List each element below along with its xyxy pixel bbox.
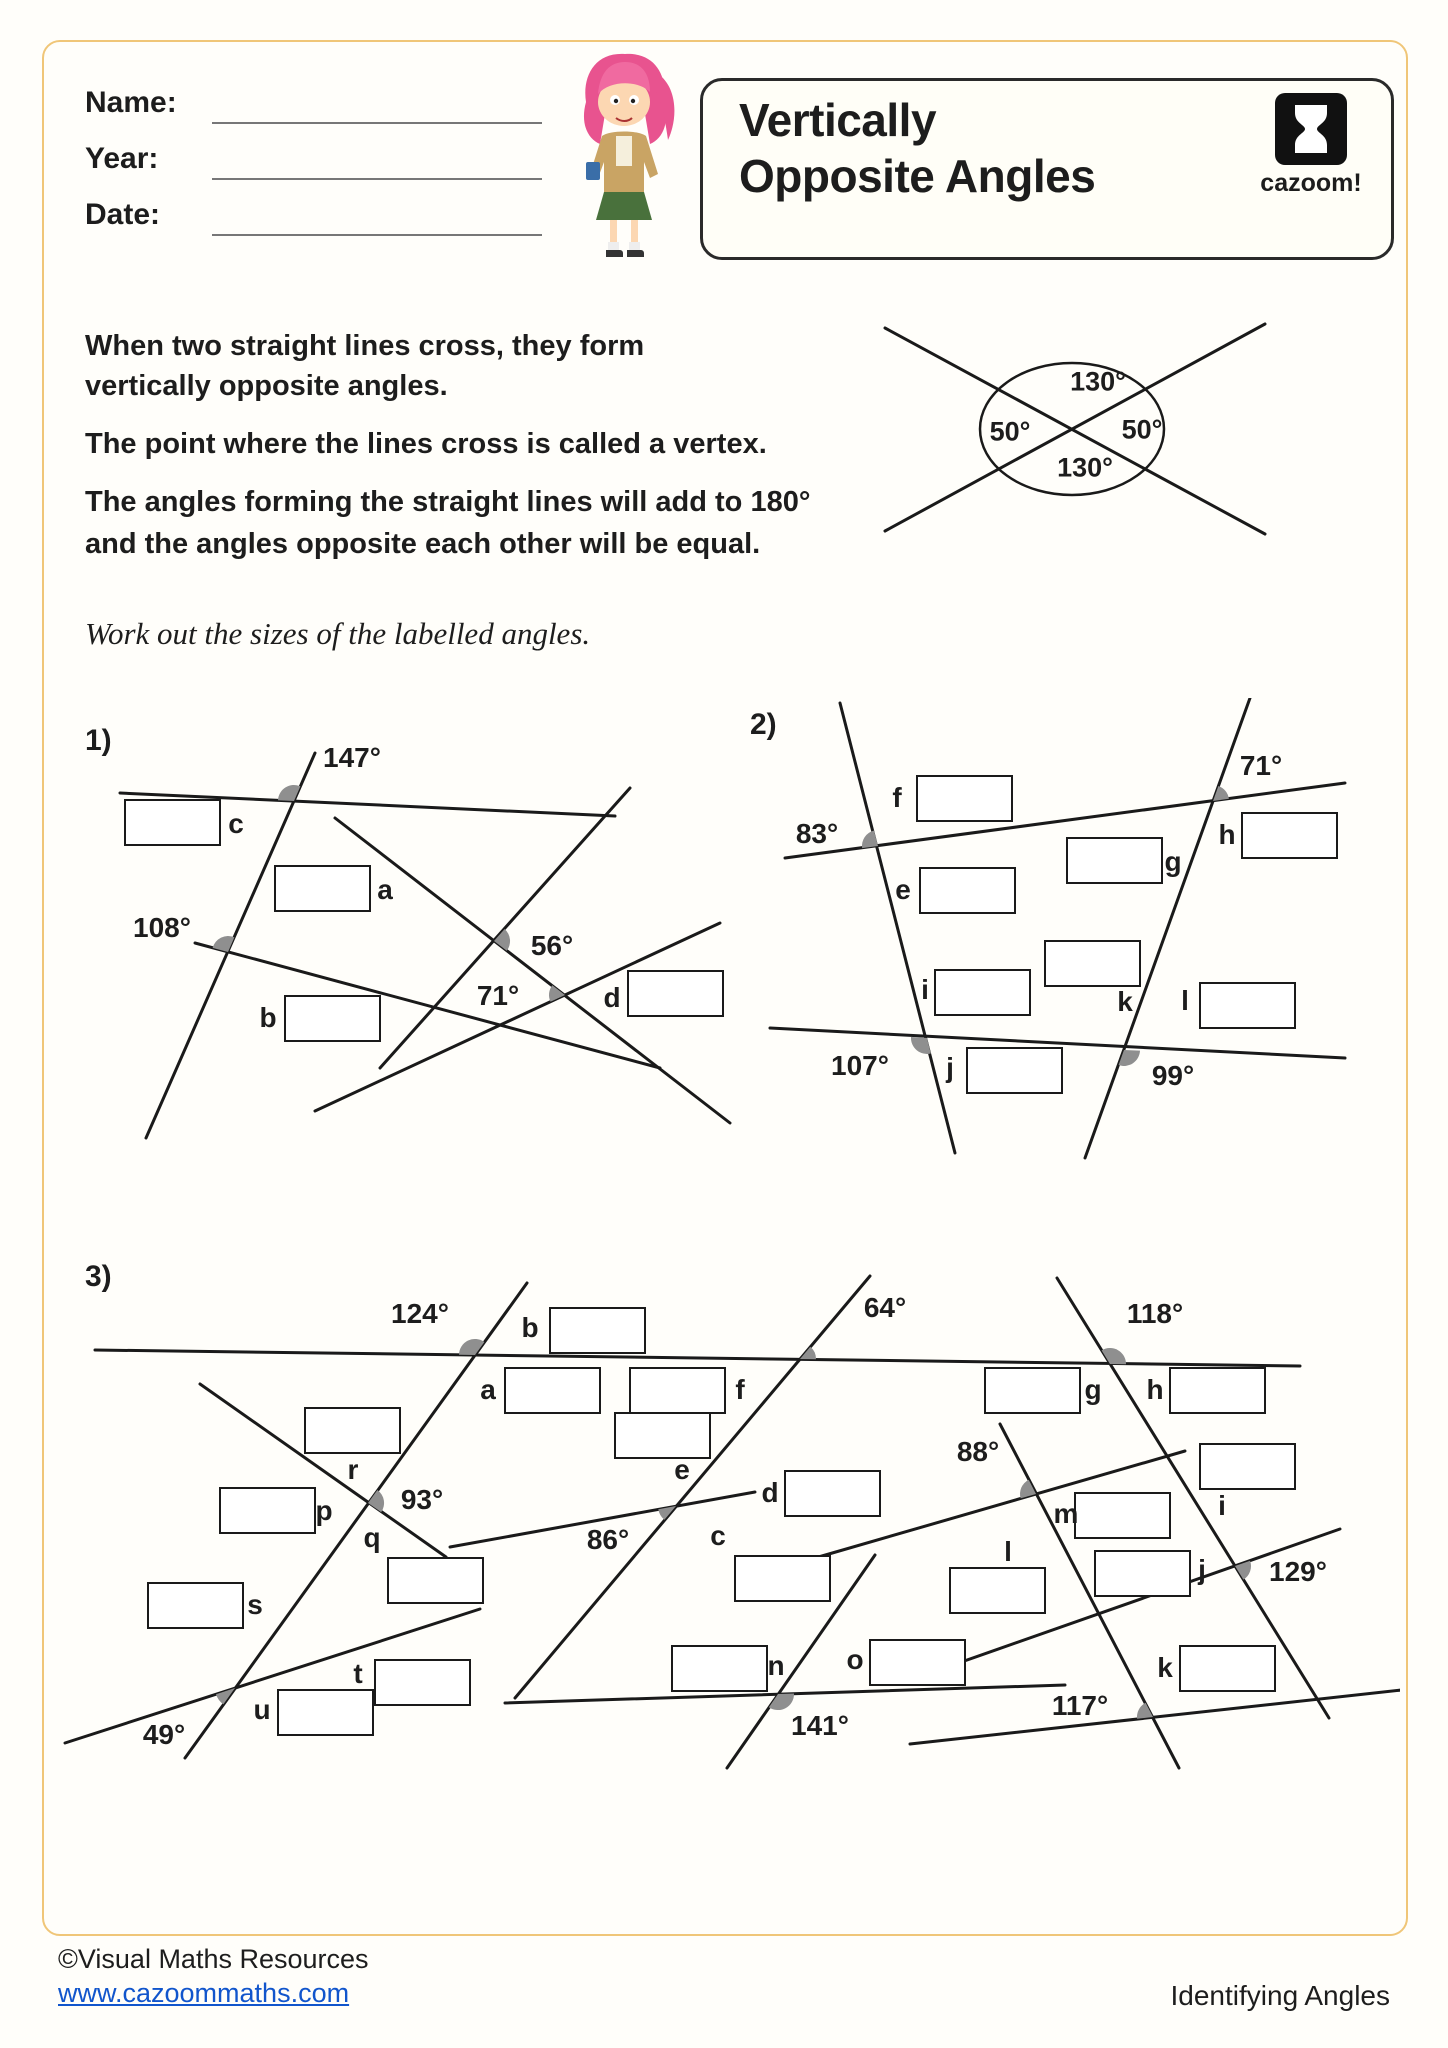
intro-paragraph-2 [85,428,767,461]
angle-label-56: 56° [530,930,574,961]
girl-pupil [631,99,635,103]
girl-sock [608,242,619,250]
answer-box-j[interactable] [967,1048,1062,1093]
letter-label-q: q [363,1522,381,1553]
angle-label-64: 64° [863,1292,907,1323]
letter-label-r: r [347,1454,359,1485]
answer-box-u[interactable] [278,1690,373,1735]
answer-box-c[interactable] [735,1556,830,1601]
letter-label-i: i [1218,1490,1226,1521]
angle-label-71: 71° [1239,750,1283,781]
letter-label-e: e [674,1454,690,1485]
answer-box-p[interactable] [220,1488,315,1533]
answer-box-d[interactable] [628,971,723,1016]
girl-shirt [616,136,632,166]
letter-label-c: c [228,808,244,839]
answer-box-i[interactable] [1200,1444,1295,1489]
letter-label-f: f [735,1374,745,1405]
angle-label-124: 124° [391,1298,449,1329]
letter-label-k: k [1117,986,1133,1017]
angle-label-130-bottom: 130° [1057,452,1113,483]
answer-box-q[interactable] [388,1558,483,1603]
angle-label-49: 49° [142,1719,186,1750]
answer-box-k[interactable] [1045,941,1140,986]
intro-p2-keyword: vertex. [673,428,767,460]
angle-label-71: 71° [476,980,520,1011]
answer-box-e[interactable] [920,868,1015,913]
hourglass-icon [1295,105,1327,153]
intro-paragraph-3-line1: The angles forming the straight lines will add to 180° [85,486,811,518]
angle-label-147: 147° [323,742,381,773]
girl-illustration [550,44,700,272]
letter-label-c: c [710,1520,726,1551]
letter-label-j: j [946,1052,954,1083]
letter-label-g: g [1164,846,1182,877]
year-input-line[interactable] [212,178,542,180]
letter-label-n: n [767,1650,785,1681]
answer-box-b[interactable] [550,1308,645,1353]
letter-label-a: a [377,874,393,905]
answer-box-i[interactable] [935,970,1030,1015]
angle-label-130-top: 130° [1070,366,1126,397]
answer-box-j[interactable] [1095,1551,1190,1596]
letter-label-a: a [480,1374,496,1405]
angle-label-141: 141° [791,1710,849,1741]
letter-label-e: e [895,874,911,905]
letter-label-g: g [1084,1374,1102,1405]
date-label: Date: [85,198,161,231]
answer-box-b[interactable] [285,996,380,1041]
answer-box-f[interactable] [917,776,1012,821]
title-box [700,78,1394,260]
angle-label-108: 108° [133,912,191,943]
girl-sock [629,242,640,250]
angle-label-50-left: 50° [989,416,1031,447]
angle-wedge [278,785,300,801]
girl-shoe [627,250,644,257]
letter-label-f: f [892,782,902,813]
date-input-line[interactable] [212,234,542,236]
problem-3-diagram [60,1248,1400,1908]
girl-skirt [596,192,652,220]
angle-label-93: 93° [400,1484,444,1515]
line [885,328,1265,534]
website-link[interactable]: www.cazoommaths.com [58,1978,350,2008]
answer-box-m[interactable] [1075,1493,1170,1538]
angle-label-83: 83° [795,818,839,849]
angle-wedge [1102,1348,1126,1364]
worksheet-title-line2: Opposite Angles [739,150,1096,202]
intro-paragraph-3-line2: and the angles opposite each other will be equal. [85,528,761,560]
instruction-text: Work out the sizes of the labelled angles. [85,616,591,651]
angle-label-129: 129° [1269,1556,1327,1587]
angle-label-86: 86° [586,1524,630,1555]
answer-box-c[interactable] [125,800,220,845]
angle-label-50-right: 50° [1121,414,1163,445]
problem-1-diagram [100,738,760,1158]
problem-2-diagram [745,698,1395,1163]
cazoom-logo-icon [1275,93,1347,165]
answer-box-h[interactable] [1242,813,1337,858]
letter-label-s: s [247,1589,263,1620]
intro-p2-text: The point where the lines cross is called a [85,428,674,460]
angle-label-99: 99° [1151,1060,1195,1091]
letter-label-o: o [846,1644,864,1675]
line [840,703,955,1153]
intro-paragraph-1-line2: vertically opposite angles. [85,370,448,402]
letter-label-b: b [521,1312,539,1343]
example-diagram [870,316,1400,556]
worksheet-title-line1: Vertically [739,94,937,146]
answer-box-f[interactable] [630,1368,725,1413]
letter-label-h: h [1146,1374,1164,1405]
copyright-text: ©Visual Maths Resources [58,1944,369,1974]
letter-label-d: d [603,982,621,1013]
answer-box-n[interactable] [672,1646,767,1691]
worksheet-category-label: Identifying Angles [1170,1980,1390,2011]
answer-box-a[interactable] [505,1368,600,1413]
angle-wedge [459,1339,484,1355]
letter-label-b: b [259,1002,277,1033]
name-label: Name: [85,86,177,119]
letter-label-j: j [1198,1554,1206,1585]
letter-label-d: d [761,1477,779,1508]
girl-shoe [606,250,623,257]
letter-label-l: l [1004,1536,1012,1567]
angle-label-88: 88° [956,1436,1000,1467]
answer-box-h[interactable] [1170,1368,1265,1413]
answer-box-l[interactable] [950,1568,1045,1613]
answer-box-s[interactable] [148,1583,243,1628]
answer-box-a[interactable] [275,866,370,911]
angle-wedge [769,1694,794,1711]
girl-book [586,162,600,180]
answer-box-g[interactable] [1067,838,1162,883]
answer-box-e[interactable] [615,1413,710,1458]
letter-label-k: k [1157,1652,1173,1683]
intro-paragraph-1-line1: When two straight lines cross, they form [85,330,645,362]
problem-1-number: 1) [85,724,112,757]
problem-3-number: 3) [85,1260,112,1293]
answer-box-k[interactable] [1180,1646,1275,1691]
answer-box-l[interactable] [1200,983,1295,1028]
name-input-line[interactable] [212,122,542,124]
cazoom-logo-text: cazoom! [1260,169,1362,197]
letter-label-p: p [315,1495,333,1526]
letter-label-i: i [921,974,929,1005]
letter-label-h: h [1218,819,1236,850]
letter-label-l: l [1181,985,1189,1016]
answer-box-r[interactable] [305,1408,400,1453]
angle-wedge [911,1037,931,1054]
year-label: Year: [85,142,159,175]
answer-box-g[interactable] [985,1368,1080,1413]
letter-label-m: m [1053,1498,1079,1529]
angle-label-117: 117° [1051,1690,1109,1721]
problem-2-number: 2) [750,708,777,741]
letter-label-t: t [353,1658,363,1689]
answer-box-t[interactable] [375,1660,470,1705]
angle-wedge [862,831,878,849]
letter-label-u: u [253,1694,271,1725]
girl-pupil [614,99,618,103]
answer-box-d[interactable] [785,1471,880,1516]
angle-label-107: 107° [831,1050,889,1081]
angle-label-118: 118° [1126,1298,1184,1329]
answer-box-o[interactable] [870,1640,965,1685]
line [885,324,1265,531]
